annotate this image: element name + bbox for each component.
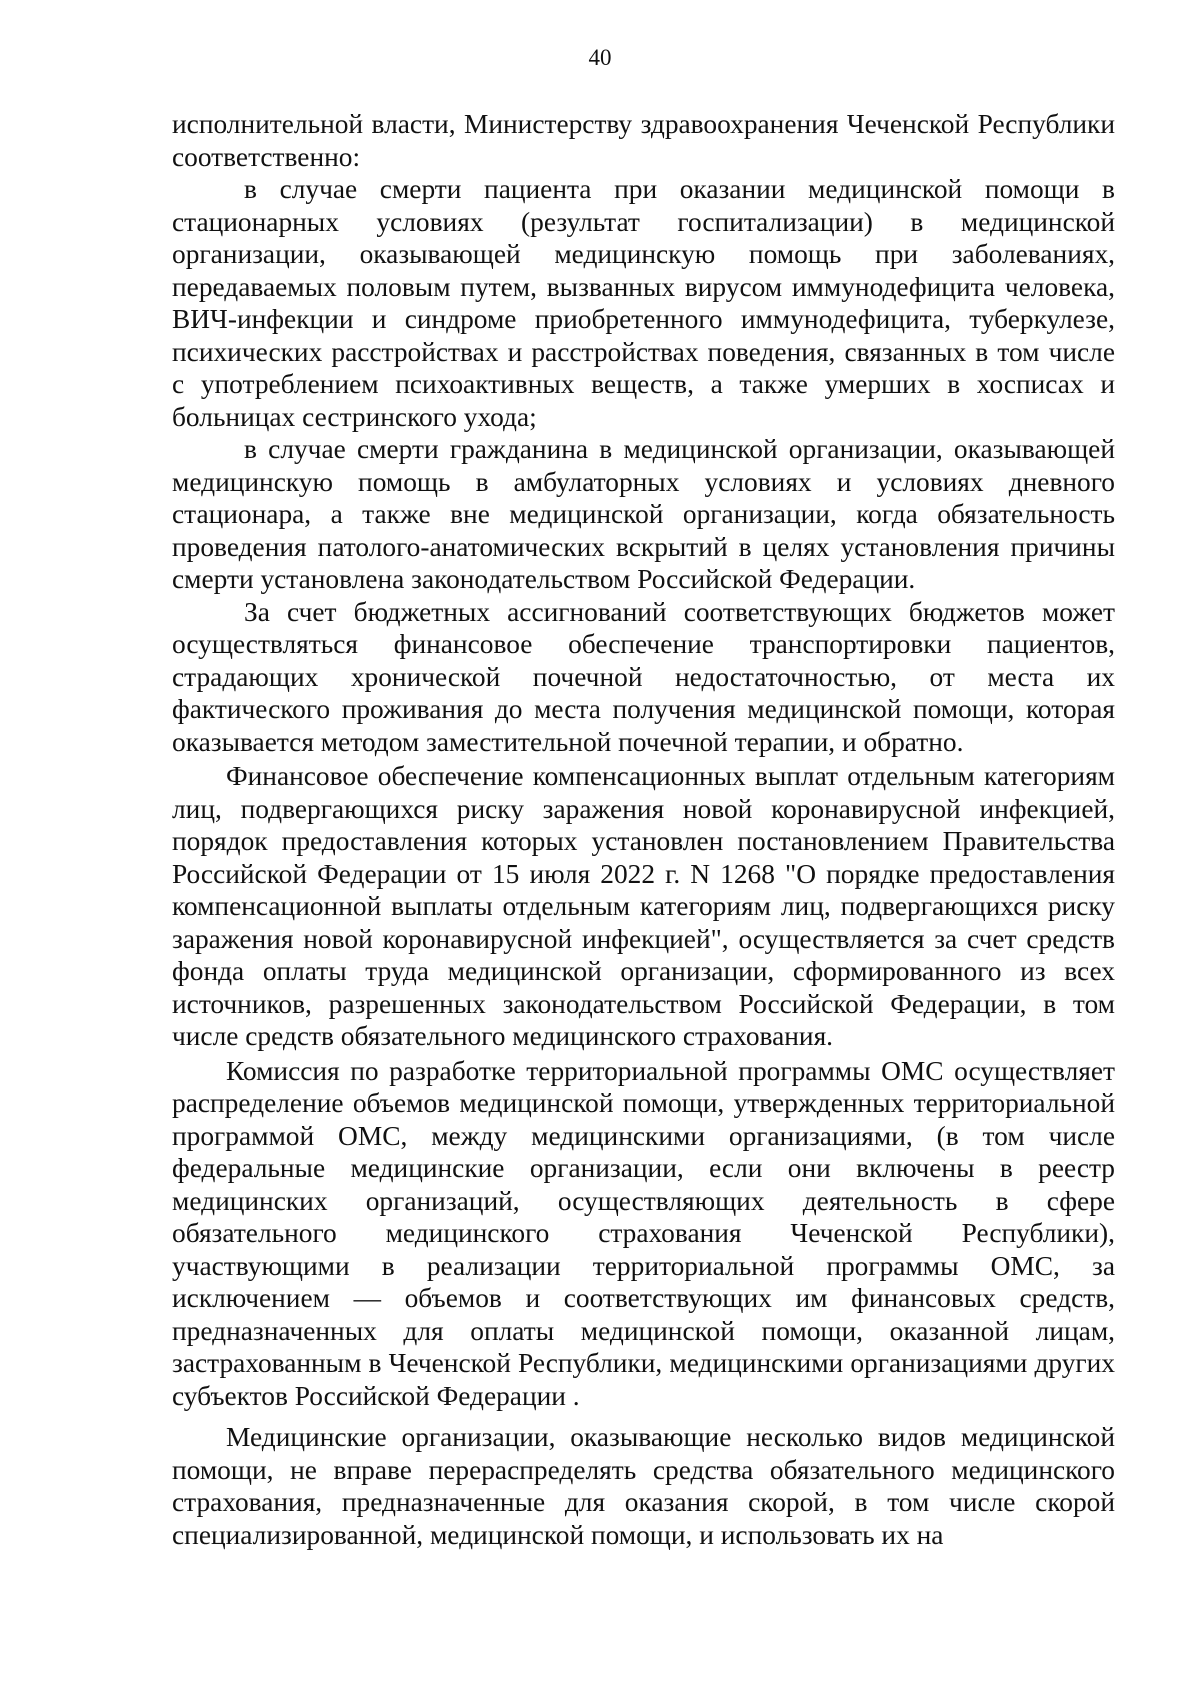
paragraph-covid-compensation: Финансовое обеспечение компенсационных выплат отдельным категориям лиц, подвергающихся риску заражения новой коронавирусной инфекцией, порядок предоставления которых установлен постановлением Правительства Российской Федерации от 15 июля 2022 г. N 1268 "О порядке предоставления компенсационной выплаты отдельным категориям лиц, подвергающихся риску заражения новой коронавирусной инфекцией", осуществляется за счет средств фонда оплаты труда медицинской организации, сформированного из всех источников, разрешенных законодательством Российской Федерации, в том числе средств обязательного медицинского страхования. [172,761,1115,1051]
page-number: 40 [588,45,612,70]
document-body [172,108,1115,1551]
paragraph-citizen-death-outpatient: в случае смерти гражданина в медицинской организации, оказывающей медицинскую помощь в амбулаторных условиях и условиях дневного стационара, а также вне медицинской организации, когда обязательность проведения патолого-анатомических вскрытий в целях установления причины смерти установлена законодательством Российской Федерации. [172,434,1115,594]
paragraph-oms-commission: Комиссия по разработке территориальной программы ОМС осуществляет распределение объемов медицинской помощи, утвержденных территориальной программой ОМС, между медицинскими организациями, (в том числе федеральные медицинские организации, если они включены в реестр медицинских организаций, осуществляющих деятельность в сфере обязательного медицинского страхования Чеченской Республики), участвующими в реализации территориальной программы ОМС, за исключением — объемов и соответствующих им финансовых средств, предназначенных для оплаты медицинской помощи, оказанной лицам, застрахованным в Чеченской Республики, медицинскими организациями других субъектов Российской Федерации . [172,1055,1115,1411]
paragraph-funds-redistribution: Медицинские организации, оказывающие несколько видов медицинской помощи, не вправе перераспределять средства обязательного медицинского страхования, предназначенные для оказания скорой, в том числе скорой специализированной, медицинской помощи, и использовать их на [172,1422,1115,1550]
paragraph-dialysis-transport: За счет бюджетных ассигнований соответствующих бюджетов может осуществляться финансовое обеспечение транспортировки пациентов, страдающих хронической почечной недостаточностью, от места их фактического проживания до места получения медицинской помощи, которая оказывается методом заместительной почечной терапии, и обратно. [172,596,1115,757]
paragraph-patient-death-inpatient: в случае смерти пациента при оказании медицинской помощи в стационарных условиях (результат госпитализации) в медицинской организации, оказывающей медицинскую помощь при заболеваниях, передаваемых половым путем, вызванных вирусом иммунодефицита человека, ВИЧ-инфекции и синдроме приобретенного иммунодефицита, туберкулезе, психических расстройствах и расстройствах поведения, связанных в том числе с употреблением психоактивных веществ, а также умерших в хосписах и больницах сестринского ухода; [172,174,1115,432]
paragraph-continuation: исполнительной власти, Министерству здравоохранения Чеченской Республики соответственно: [172,109,1115,172]
